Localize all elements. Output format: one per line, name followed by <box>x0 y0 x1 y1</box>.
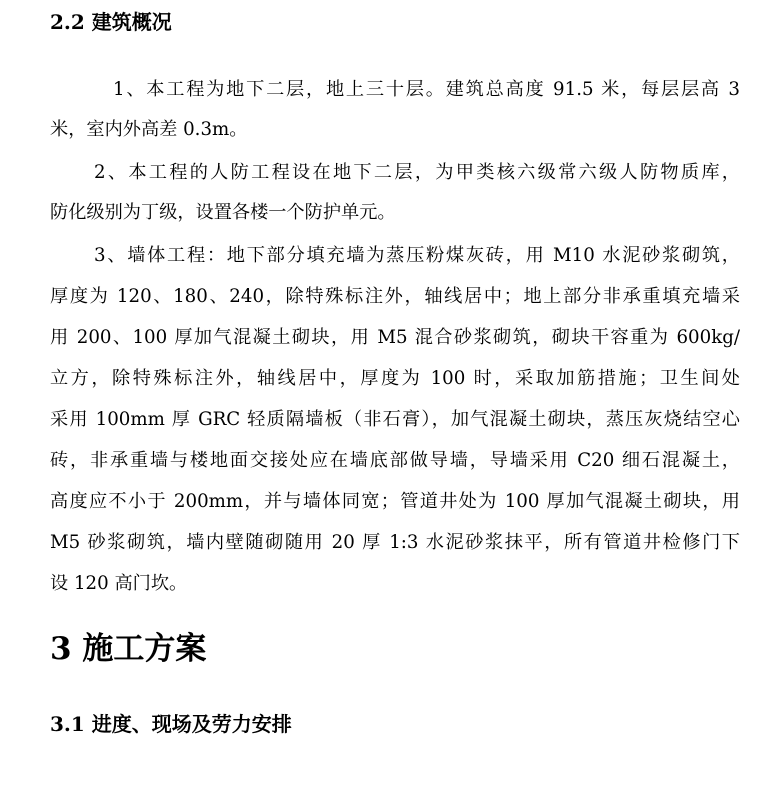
para2-line-1: 2、本工程的人防工程设在地下二层，为甲类核六级常六级人防物质库， <box>94 162 740 183</box>
para1-line-1: 1、本工程为地下二层，地上三十层。建筑总高度 91.5 米，每层层高 3 <box>113 79 740 100</box>
para3-line-2: 厚度为 120、180、240，除特殊标注外，轴线居中；地上部分非承重填充墙采 <box>50 286 740 307</box>
para1-line-2: 米，室内外高差 0.3m。 <box>50 119 248 140</box>
para3-line-4: 立方，除特殊标注外，轴线居中，厚度为 100 时，采取加筋措施；卫生间处 <box>50 368 740 389</box>
section-heading-3: 3 施工方案 <box>50 631 207 667</box>
para2-line-2: 防化级别为丁级，设置各楼一个防护单元。 <box>50 202 396 223</box>
section-heading-2-2: 2.2 建筑概况 <box>50 10 172 34</box>
para3-line-1: 3、墙体工程：地下部分填充墙为蒸压粉煤灰砖，用 M10 水泥砂浆砌筑， <box>94 245 740 266</box>
para3-line-5: 采用 100mm 厚 GRC 轻质隔墙板（非石膏），加气混凝土砌块，蒸压灰烧结空心 <box>50 409 740 430</box>
section-heading-3-1: 3.1 进度、现场及劳力安排 <box>50 712 292 736</box>
para3-line-7: 高度应不小于 200mm，并与墙体同宽；管道井处为 100 厚加气混凝土砌块，用 <box>50 491 740 512</box>
para3-line-3: 用 200、100 厚加气混凝土砌块，用 M5 混合砂浆砌筑，砌块干容重为 600kg/ <box>50 327 740 348</box>
para3-line-8: M5 砂浆砌筑，墙内壁随砌随用 20 厚 1:3 水泥砂浆抹平，所有管道井检修门下 <box>50 532 740 553</box>
para3-line-6: 砖，非承重墙与楼地面交接处应在墙底部做导墙，导墙采用 C20 细石混凝土， <box>50 450 740 471</box>
para3-line-9: 设 120 高门坎。 <box>50 573 188 594</box>
